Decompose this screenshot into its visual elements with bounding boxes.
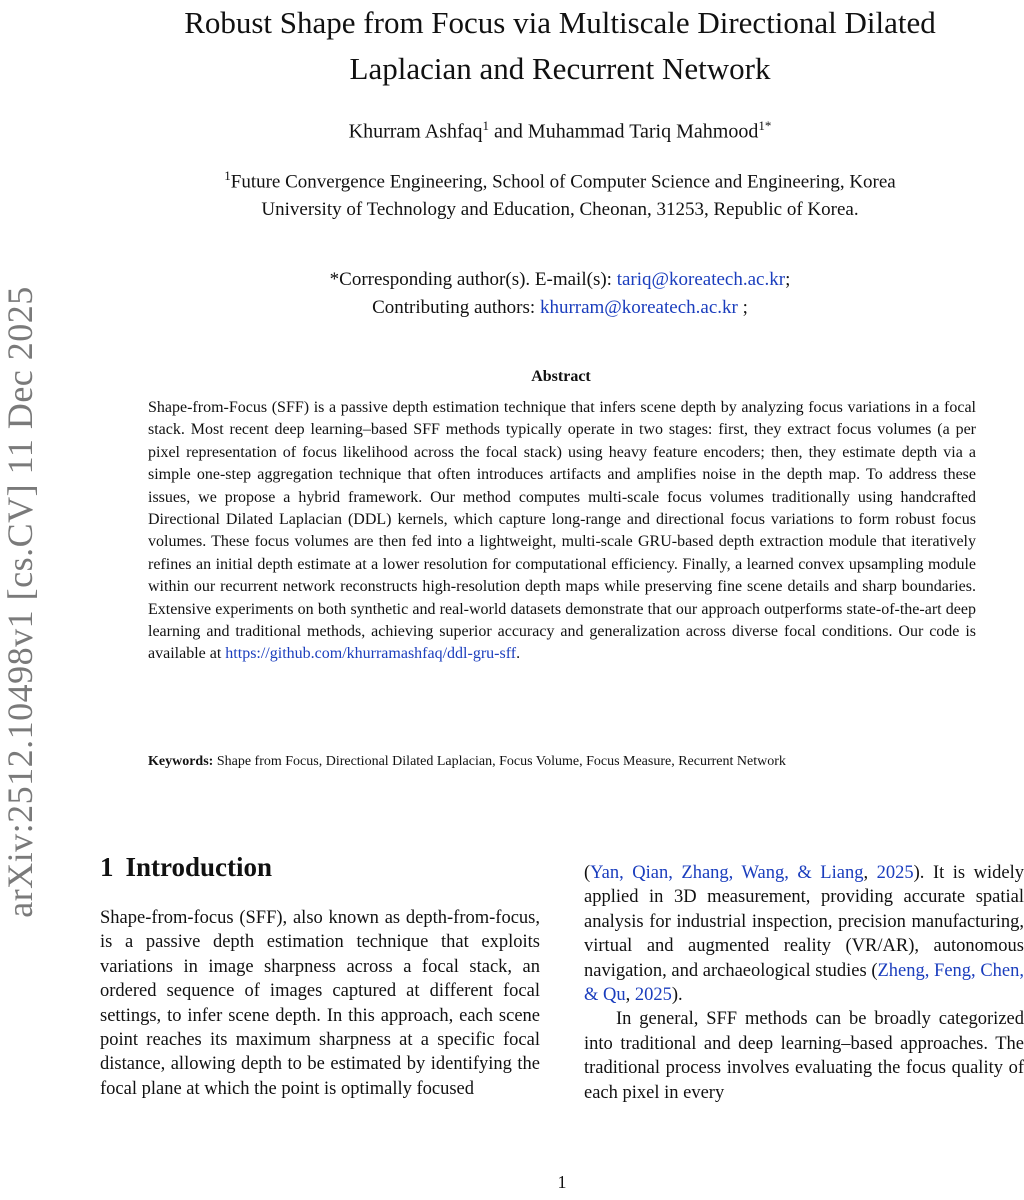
keywords-text: Shape from Focus, Directional Dilated Laplacian, Focus Volume, Focus Measure, Recurrent Network [213,754,786,769]
keywords-label: Keywords: [148,754,214,769]
citation-separator: , [863,863,877,883]
introduction-right-column [584,861,1024,1105]
introduction-text-middle: ). It is widely applied in 3D measurement, providing accurate spatial analysis for industrial inspection, precision manufacturing, virtual and augmented reality (VR/AR), autonomous navigation, and archaeological studies ( [584,863,1024,981]
author-2-name: Muhammad Tariq Mahmood [527,120,759,143]
title-line-2: Laplacian and Recurrent Network [349,51,771,86]
citation-close-paren: ). [671,985,683,1006]
corresponding-suffix: ; [785,269,791,290]
page-number: 1 [557,1172,567,1192]
citation-year-link-zheng[interactable]: 2025 [634,985,672,1006]
keywords [148,752,976,772]
corresponding-author-line [100,266,1020,294]
author-1-name: Khurram Ashfaq [348,120,483,143]
abstract-heading: Abstract [531,368,591,385]
section-title: Introduction [125,852,273,882]
contributing-authors-line [100,294,1020,322]
abstract-end: . [516,645,521,663]
author-list [100,118,1020,144]
introduction-paragraph-2: In general, SFF methods can be broadly categorized into traditional and deep learning–based approaches. The traditional process involves evaluating the focus quality of each pixel in every [584,1009,1024,1103]
contributing-label: Contributing authors: [372,297,540,318]
code-repository-link[interactable]: https://github.com/khurramashfaq/ddl-gru-sff [225,645,517,663]
contributing-email-link[interactable]: khurram@koreatech.ac.kr [539,297,738,318]
paper-title [100,0,1020,92]
author-2-affiliation-mark: 1* [758,118,772,133]
introduction-paragraph-continued [584,861,1024,1007]
citation-separator: , [625,985,635,1006]
citation-open-paren: ( [584,863,591,883]
affiliation-mark: 1 [224,168,231,183]
citation-link-yan[interactable]: Yan, Qian, Zhang, Wang, & Liang [590,863,864,883]
arxiv-identifier-stamp: arXiv:2512.10498v1 [cs.CV] 11 Dec 2025 [0,286,40,918]
citation-year-link-yan[interactable]: 2025 [876,863,914,883]
contact-info [100,266,1020,322]
abstract-body [148,397,976,666]
affiliation [100,162,1020,224]
author-1-affiliation-mark: 1 [482,118,490,133]
corresponding-label: *Corresponding author(s). E-mail(s): [329,269,617,290]
section-heading-introduction [100,852,540,883]
affiliation-text-1: Future Convergence Engineering, School of Computer Science and Engineering, Korea [230,171,896,193]
contributing-suffix: ; [737,297,748,318]
abstract-text: Shape-from-Focus (SFF) is a passive depth estimation technique that infers scene depth by analyzing focus variations in a focal stack. Most recent deep learning–based SFF methods typically operate in two stages: first, they extract focus volumes (a per pixel representation of focus likelihood across the focal stack) using heavy feature encoders; then, they estimate depth via a simple one-step aggregation technique that often introduces artifacts and amplifies noise in the depth map. To address these issues, we propose a hybrid framework. Our method computes multi-scale focus volumes traditionally using handcrafted Directional Dilated Laplacian (DDL) kernels, which capture long-range and directional focus variations to form robust focus volumes. These focus volumes are then fed into a lightweight, multi-scale GRU-based depth extraction module that iteratively refines an initial depth estimate at a lower resolution for computational efficiency. Finally, a learned convex upsampling module within our recurrent network reconstructs high-resolution depth maps while preserving fine scene details and sharp boundaries. Extensive experiments on both synthetic and real-world datasets demonstrate that our approach outperforms state-of-the-art deep learning and traditional methods, achieving superior accuracy and generalization across diverse focal conditions. Our code is available at [148,399,976,663]
affiliation-line-1 [100,162,1020,196]
affiliation-line-2: University of Technology and Education, Cheonan, 31253, Republic of Korea. [261,199,859,221]
author-connector: and [489,120,528,143]
introduction-left-column: Shape-from-focus (SFF), also known as depth-from-focus, is a passive depth estimation technique that exploits variations in image sharpness across a focal stack, an ordered sequence of images captured at different focal settings, to infer scene depth. In this approach, each scene point reaches its maximum sharpness at a specific focal distance, allowing depth to be estimated by identifying the focal plane at which the point is optimally focused [100,908,540,1099]
citation-link-zheng[interactable]: Zheng, Feng, Chen, & Qu [584,960,1024,1006]
section-number: 1 [100,852,114,882]
corresponding-email-link[interactable]: tariq@koreatech.ac.kr [616,269,786,290]
title-line-1: Robust Shape from Focus via Multiscale Directional Dilated [184,5,936,40]
